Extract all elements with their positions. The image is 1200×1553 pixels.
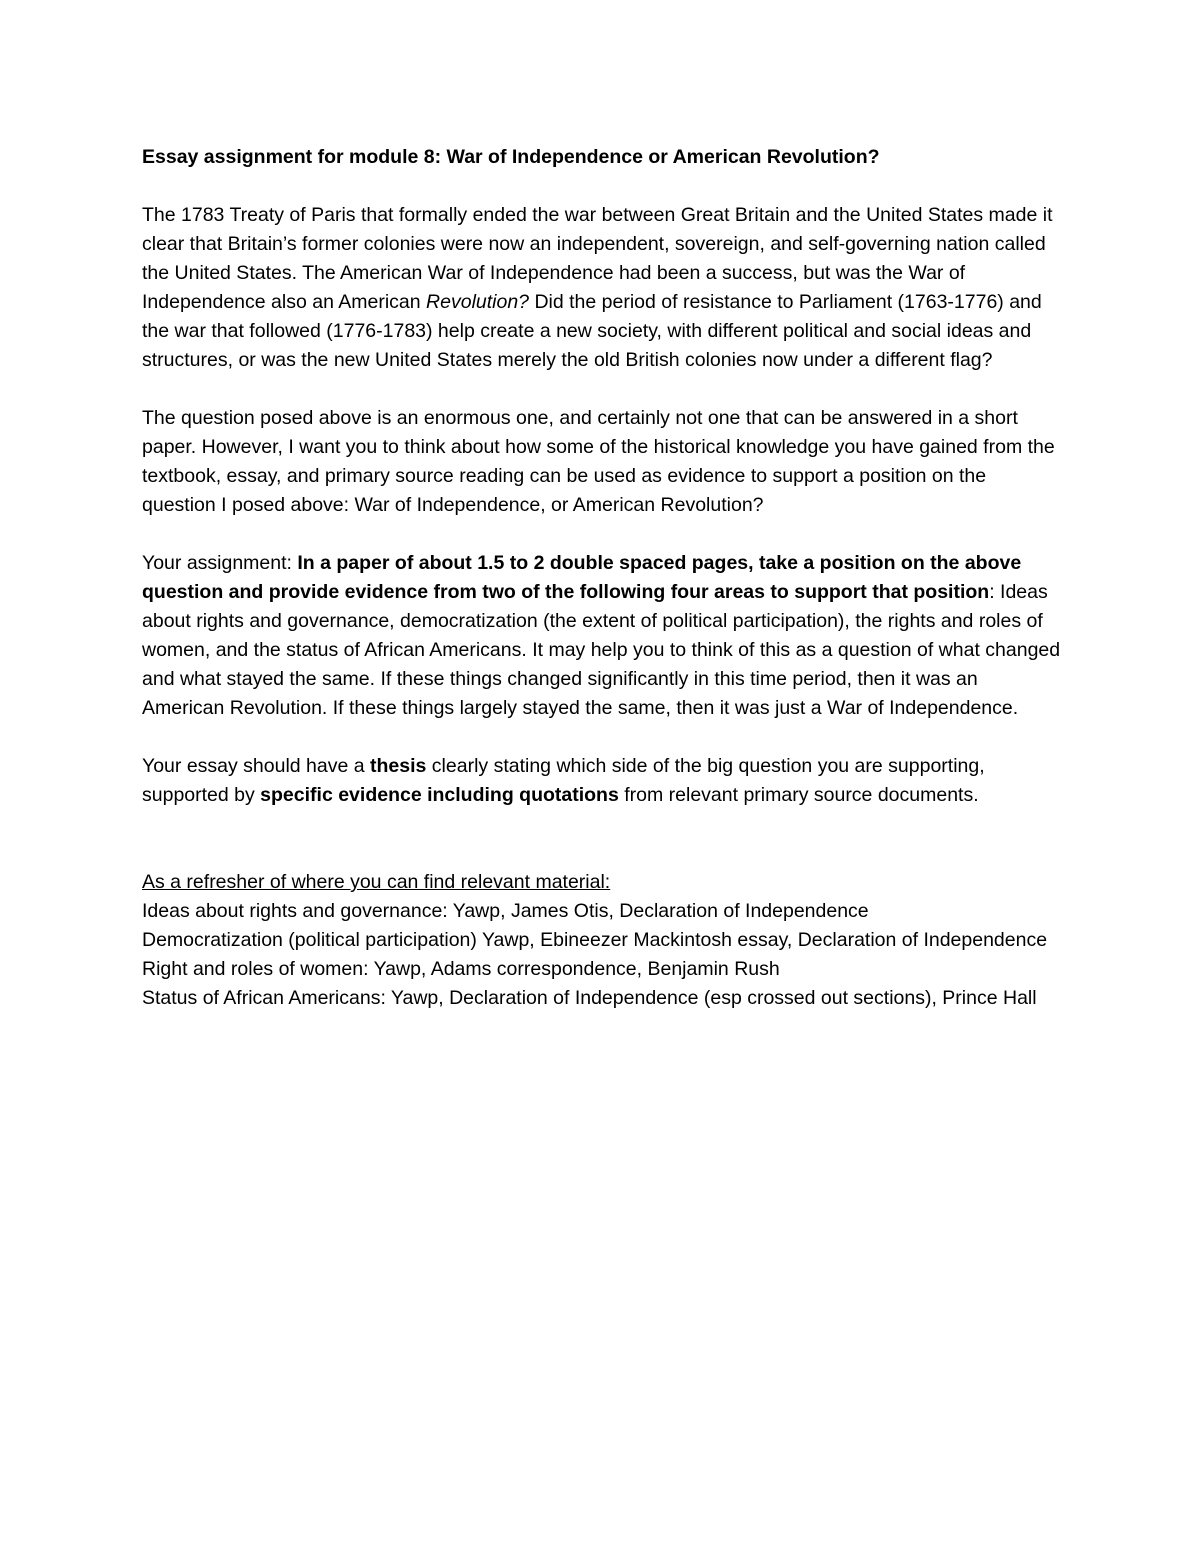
assignment-lead: Your assignment:	[142, 552, 298, 574]
intro-italic-revolution: Revolution?	[426, 291, 530, 313]
thesis-paragraph	[142, 752, 1062, 810]
intro-paragraph	[142, 201, 1062, 375]
thesis-text-2: clearly stating which side of the big question you are supporting, supported by	[142, 755, 985, 806]
thesis-bold-word: thesis	[370, 755, 427, 777]
refresher-item-democratization: Democratization (political participation) Yawp, Ebineezer Mackintosh essay, Declaration of Independence	[142, 929, 1048, 951]
assignment-paragraph	[142, 549, 1062, 723]
refresher-item-rights: Ideas about rights and governance: Yawp, James Otis, Declaration of Independence	[142, 900, 869, 922]
assignment-details: : Ideas about rights and governance, democratization (the extent of political participation), the rights and roles of women, and the status of African Americans. It may help you to think of this as a question of what changed and what stayed the same. If these things changed significantly in this time period, then it was an American Revolution. If these things largely stayed the same, then it was just a War of Independence.	[142, 581, 1061, 719]
refresher-item-african-americans: Status of African Americans: Yawp, Declaration of Independence (esp crossed out sections), Prince Hall	[142, 987, 1037, 1009]
thesis-text-1: Your essay should have a	[142, 755, 371, 777]
thesis-text-3: from relevant primary source documents.	[618, 784, 979, 806]
document-page	[142, 143, 1062, 1013]
refresher-item-women: Right and roles of women: Yawp, Adams correspondence, Benjamin Rush	[142, 958, 780, 980]
intro-text: The 1783 Treaty of Paris that formally ended the war between Great Britain and the United States made it clear that Britain’s former colonies were now an independent, sovereign, and self-governing nation called the United States. The American War of Independence had been a success, but was the War of Independence also an American	[142, 204, 1053, 313]
assignment-bold-instructions: In a paper of about 1.5 to 2 double spaced pages, take a position on the above question and provide evidence from two of the following four areas to support that position	[142, 552, 1022, 603]
refresher-section	[142, 868, 1062, 1013]
refresher-heading: As a refresher of where you can find relevant material:	[142, 871, 611, 893]
page-title: Essay assignment for module 8: War of Independence or American Revolution?	[142, 146, 880, 168]
evidence-bold-phrase: specific evidence including quotations	[260, 784, 619, 806]
intro-text-continued: Did the period of resistance to Parliament (1763-1776) and the war that followed (1776-1783) help create a new society, with different political and social ideas and structures, or was the new United States merely the old British colonies now under a different flag?	[142, 291, 1042, 371]
question-paragraph: The question posed above is an enormous one, and certainly not one that can be answered in a short paper. However, I want you to think about how some of the historical knowledge you have gained from the textbook, essay, and primary source reading can be used as evidence to support a position on the question I posed above: War of Independence, or American Revolution?	[142, 407, 1055, 516]
